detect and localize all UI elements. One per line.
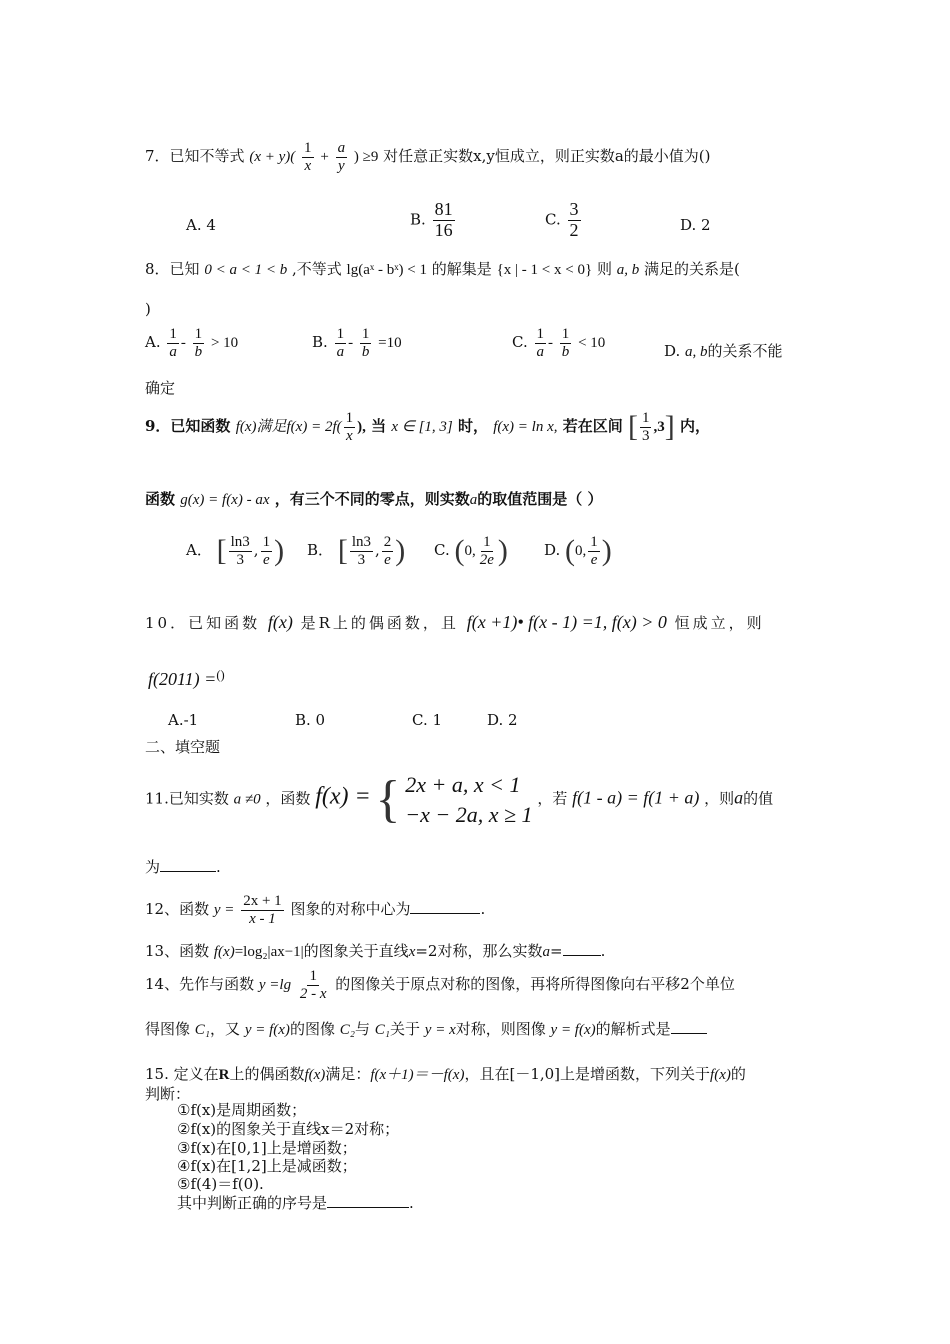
q9-option-c: C. (0, $\frac{1}{2e}$ ) <box>434 534 508 568</box>
q15-answer-line: 其中判断正确的序号是 . <box>177 1194 414 1212</box>
q7-option-d: D. 2 <box>680 216 711 234</box>
q10-option-a: A.-1 <box>168 711 199 729</box>
q15-item: ④f(x)在[1,2]上是减函数； <box>177 1157 357 1175</box>
q8-option-b: B. $\frac{1}{a}$ - $\frac{1}{b}$ =10 <box>312 326 402 360</box>
q8-cond: 0 < a < 1 < b <box>204 262 288 278</box>
q10-option-b: B. 0 <box>295 711 326 729</box>
q14-stem: 14、先作与函数 y =lg $\frac{1}{2 - x}$ 的图像关于原点对称的图像，再将所得图像向右平移2个单位 <box>145 968 735 1002</box>
q15-stem-line2: 判断： <box>145 1085 191 1103</box>
q7-option-b: B. $\frac{81}{16}$ <box>410 199 453 240</box>
q8-option-d: D. a, b的关系不能 <box>664 342 783 360</box>
q9-option-a: A． [ $\frac{\ln 3}{3}$ , $\frac{1}{e}$ ) <box>186 534 285 568</box>
q15-item: ①f(x)是周期函数； <box>177 1101 307 1119</box>
q15-answer-blank[interactable] <box>327 1207 409 1208</box>
q15-item: ⑤f(4)＝f(0). <box>177 1175 264 1193</box>
q10-option-c: C. 1 <box>412 711 443 729</box>
q12-stem: 12、函数 y = $\frac{2x + 1}{x - 1}$ 图象的对称中心为 . <box>145 893 486 927</box>
q8-paren: ) <box>145 300 151 318</box>
q7-expr-b: ) ≥9 <box>353 149 379 165</box>
q8-ineq: lg(aˣ - bˣ) < 1 <box>346 262 427 278</box>
q14-stem-line2: 得图像 C₁，又 y = f(x)的图像 C₂与 C₁关于 y = x对称，则图像 y = f(x)的解析式是 <box>145 1018 707 1039</box>
q12-answer-blank[interactable] <box>410 913 480 914</box>
q7-frac2: $\frac{a}{y}$ <box>337 140 346 174</box>
q7-suffix: 对任意正实数x,y恒成立，则正实数a的最小值为() <box>383 147 711 165</box>
q7-expr-a: (x + y)( <box>249 149 296 165</box>
q9-option-d: D. (0, $\frac{1}{e}$ ) <box>544 534 612 568</box>
q14-answer-blank[interactable] <box>671 1033 707 1034</box>
q7-prefix: 7．已知不等式 <box>145 147 245 165</box>
q7-frac1: $\frac{1}{x}$ <box>304 140 312 174</box>
q8-option-a: A. $\frac{1}{a}$ - $\frac{1}{b}$ > 10 <box>145 326 239 360</box>
q11-case2: −x − 2a, x ≥ 1 <box>405 801 533 827</box>
q8-continuation: 确定 <box>145 379 176 397</box>
q10-stem: 10．已知函数 f(x) 是R上的偶函数，且 f(x +1)• f(x - 1) =1, f(x) > 0 恒成立，则 <box>145 612 765 632</box>
q8-set: {x | - 1 < x < 0} <box>496 262 593 278</box>
q15-stem: 15. 定义在R上的偶函数f(x)满足：f(x＋1)＝－f(x)，且在[－1,0]上是增函数，下列关于f(x)的 <box>145 1065 746 1083</box>
q7-optb-frac: $\frac{81}{16}$ <box>434 199 453 240</box>
q7-option-c: C. $\frac{3}{2}$ <box>545 199 579 240</box>
q13-answer-blank[interactable] <box>563 955 601 956</box>
q7-optc-frac: $\frac{3}{2}$ <box>569 199 579 240</box>
q15-item: ②f(x)的图象关于直线x＝2对称； <box>177 1120 400 1138</box>
q7-option-a: A. 4 <box>186 216 216 234</box>
q11-stem: 11.已知实数 a ≠0 ，函数 f(x) = { 2x + a, x < 1 −x − 2a, x ≥ 1 ，若 f(1 - a) = f(1 + a) ，则a的值 <box>145 771 774 829</box>
q9-stem-line2: 函数 g(x) = f(x) - ax ，有三个不同的零点，则实数a的取值范围是（ ） <box>145 490 603 508</box>
q11-answer-line: 为 . <box>145 858 221 876</box>
q11-answer-blank[interactable] <box>160 871 216 872</box>
q13-stem: 13、函数 f(x)=log₂|ax−1|的图象关于直线x=2对称，那么实数a= . <box>145 942 606 960</box>
section-fill-in-title: 二、填空题 <box>145 738 221 756</box>
q8-stem: 8．已知 0 < a < 1 < b ,不等式 lg(aˣ - bˣ) < 1 的解集是 {x | - 1 < x < 0} 则 a, b 满足的关系是( <box>145 260 740 278</box>
q9-stem: 9．已知函数 f(x)满足f(x) = 2f( $\frac{1}{x}$ ), 当 x ∈ [1, 3] 时， f(x) = ln x, 若在区间 [ $\frac{1}{3}$ ,3] 内， <box>145 410 710 444</box>
q10-option-d: D. 2 <box>487 711 518 729</box>
q11-case1: 2x + a, x < 1 <box>405 772 521 797</box>
q9-option-b: B． [ $\frac{\ln 3}{3}$ , $\frac{2}{e}$ ) <box>307 534 406 568</box>
q15-item: ③f(x)在[0,1]上是增函数； <box>177 1139 357 1157</box>
q10-ask: f(2011) =() <box>148 668 225 689</box>
q7-stem: 7．已知不等式 (x + y)( $\frac{1}{x}$ + $\frac{a}{y}$ ) ≥9 对任意正实数x,y恒成立，则正实数a的最小值为() <box>145 140 711 174</box>
q8-option-c: C. $\frac{1}{a}$ - $\frac{1}{b}$ < 10 <box>512 326 606 360</box>
